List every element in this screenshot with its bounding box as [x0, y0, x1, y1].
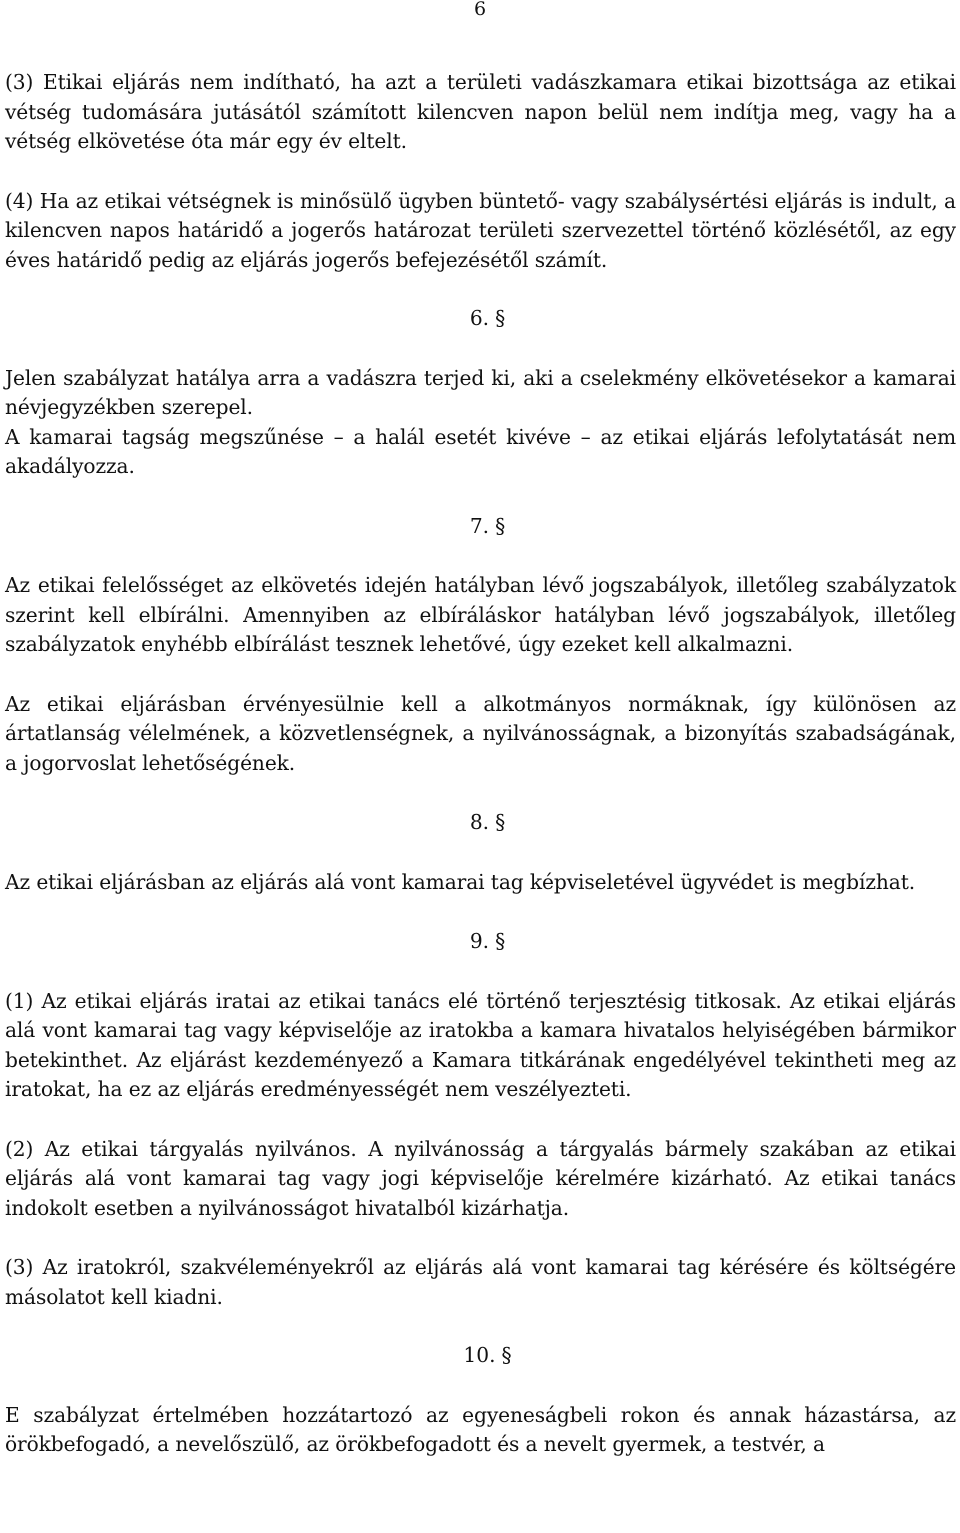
paragraph-9-1: (1) Az etikai eljárás iratai az etikai tanács elé történő terjesztésig titkosak. Az etikai eljárás alá vont kamarai tag vagy képviselője az iratokba a kamara hivatalos helyiségében bármikor betekinthet. Az eljárást kezdeményező a Kamara titkárának engedélyével tekintheti meg az iratokat, ha ez az eljárás eredményességét nem veszélyezteti.	[5, 988, 956, 1101]
section-heading-9	[5, 927, 956, 957]
paragraph-8-1: Az etikai eljárásban az eljárás alá vont kamarai tag képviseletével ügyvédet is megbízhat.	[5, 869, 916, 894]
paragraph-9-3: (3) Az iratokról, szakvéleményekről az eljárás alá vont kamarai tag kérésére és költségére másolatot kell kiadni.	[5, 1255, 956, 1309]
page-number-text: 6	[474, 0, 487, 20]
paragraph-7-2: Az etikai eljárásban érvényesülnie kell a alkotmányos normáknak, így különösen az ártatlanság vélelmének, a közvetlenségnek, a nyilvánosságnak, a bizonyítás szabadságának, a jogorvoslat lehetőségének.	[5, 691, 956, 775]
section-number: 9.	[469, 929, 490, 953]
section-heading-6	[5, 304, 956, 334]
section-symbol: §	[495, 929, 506, 953]
paragraph-6-2: A kamarai tagság megszűnése – a halál esetét kivéve – az etikai eljárás lefolytatását nem akadályozza.	[5, 424, 956, 478]
section-number: 8.	[469, 810, 490, 834]
section-symbol: §	[495, 810, 506, 834]
section-number: 10.	[463, 1343, 496, 1367]
section-heading-10	[5, 1341, 956, 1371]
section-symbol: §	[495, 513, 506, 538]
section-number: 7.	[469, 513, 490, 538]
section-symbol: §	[495, 306, 506, 330]
paragraph-10-1: E szabályzat értelmében hozzátartozó az egyeneságbeli rokon és annak házastársa, az örökbefogadó, a nevelőszülő, az örökbefogadott és a nevelt gyermek, a testvér, a	[5, 1402, 956, 1456]
paragraph-6-1: Jelen szabályzat hatálya arra a vadászra terjed ki, aki a cselekmény elkövetésekor a kamarai névjegyzékben szerepel.	[5, 365, 956, 419]
document-body	[5, 68, 956, 1460]
paragraph-9-2: (2) Az etikai tárgyalás nyilvános. A nyilvánosság a tárgyalás bármely szakában az etikai eljárás alá vont kamarai tag vagy jogi képviselője kérelmére kizárható. Az etikai tanács indokolt esetben a nyilvánosságot hivatalból kizárhatja.	[5, 1136, 956, 1220]
paragraph-5-3: (3) Etikai eljárás nem indítható, ha azt a területi vadászkamara etikai bizottsága az etikai vétség tudomására jutásától számított kilencven napon belül nem indítja meg, vagy ha a vétség elkövetése óta már egy év eltelt.	[5, 70, 956, 153]
paragraph-7-1: Az etikai felelősséget az elkövetés idején hatályban lévő jogszabályok, illetőleg szabályzatok szerint kell elbírálni. Amennyiben az elbíráláskor hatályban lévő jogszabályok, illetőleg szabályzatok enyhébb elbírálást tesznek lehetővé, úgy ezeket kell alkalmazni.	[5, 573, 956, 656]
section-symbol: §	[501, 1343, 512, 1367]
section-heading-8	[5, 808, 956, 838]
paragraph-5-4: (4) Ha az etikai vétségnek is minősülő ügyben büntető- vagy szabálysértési eljárás is indult, a kilencven napos határidő a jogerős határozat területi szervezettel történő közlésétől, az egy éves határidő pedig az eljárás jogerős befejezésétől számít.	[5, 188, 956, 272]
section-heading-7	[5, 512, 956, 542]
section-number: 6.	[469, 306, 490, 330]
